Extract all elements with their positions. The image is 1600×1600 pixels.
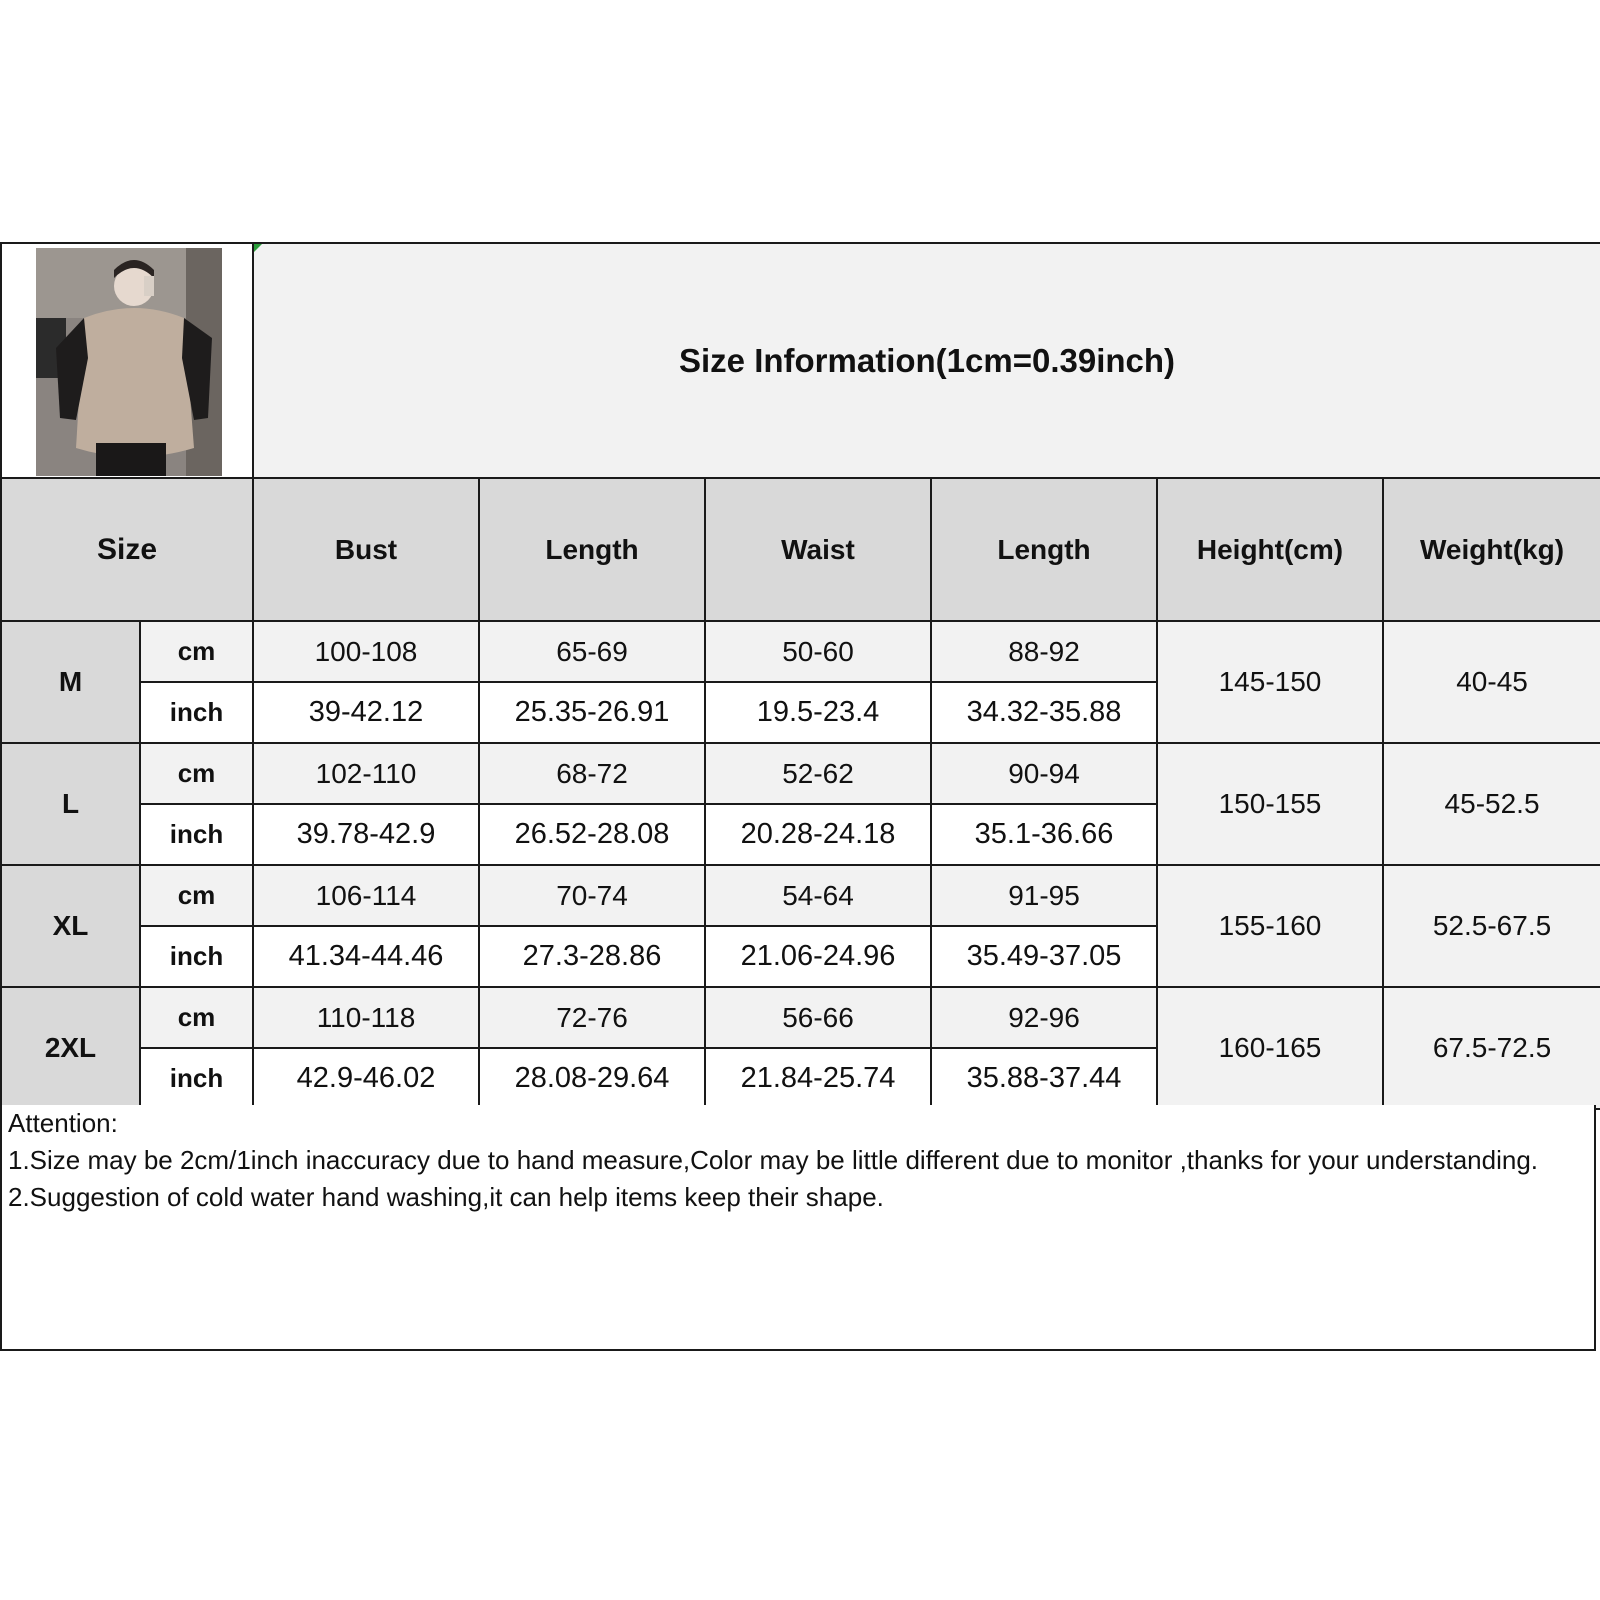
table-cell: 25.35-26.91: [479, 682, 705, 743]
product-photo-cell: [1, 243, 253, 478]
table-row: [1, 987, 1600, 1048]
size-chart: [0, 242, 1600, 1355]
unit-label: cm: [140, 987, 253, 1048]
title-text: Size Information(1cm=0.39inch): [679, 341, 1176, 379]
size-label: XL: [1, 865, 140, 987]
table-cell: 90-94: [931, 743, 1157, 804]
weight-cell: 40-45: [1383, 621, 1600, 743]
table-cell: 68-72: [479, 743, 705, 804]
unit-label: cm: [140, 621, 253, 682]
table-cell: 35.1-36.66: [931, 804, 1157, 865]
table-row: [1, 621, 1600, 682]
table-cell: 27.3-28.86: [479, 926, 705, 987]
header-height: Height(cm): [1157, 478, 1383, 621]
table-row: [1, 865, 1600, 926]
table-cell: 34.32-35.88: [931, 682, 1157, 743]
table-cell: 41.34-44.46: [253, 926, 479, 987]
header-length: Length: [479, 478, 705, 621]
header-waist: Waist: [705, 478, 931, 621]
size-table: [0, 242, 1600, 1110]
table-cell: 106-114: [253, 865, 479, 926]
header-length-2: Length: [931, 478, 1157, 621]
table-cell: 100-108: [253, 621, 479, 682]
size-label: 2XL: [1, 987, 140, 1109]
table-cell: 50-60: [705, 621, 931, 682]
table-cell: 42.9-46.02: [253, 1048, 479, 1109]
unit-label: cm: [140, 743, 253, 804]
notes-line-2: 2.Suggestion of cold water hand washing,it can help items keep their shape.: [8, 1182, 884, 1212]
product-photo: [36, 248, 222, 476]
table-cell: 19.5-23.4: [705, 682, 931, 743]
table-cell: 65-69: [479, 621, 705, 682]
table-cell: 54-64: [705, 865, 931, 926]
header-size: Size: [1, 478, 253, 621]
table-cell: 28.08-29.64: [479, 1048, 705, 1109]
unit-label: inch: [140, 926, 253, 987]
weight-cell: 45-52.5: [1383, 743, 1600, 865]
unit-label: inch: [140, 682, 253, 743]
table-cell: 39.78-42.9: [253, 804, 479, 865]
size-label: M: [1, 621, 140, 743]
header-weight: Weight(kg): [1383, 478, 1600, 621]
table-cell: 21.84-25.74: [705, 1048, 931, 1109]
height-cell: 145-150: [1157, 621, 1383, 743]
table-cell: 91-95: [931, 865, 1157, 926]
table-cell: 102-110: [253, 743, 479, 804]
table-cell: 21.06-24.96: [705, 926, 931, 987]
table-cell: 20.28-24.18: [705, 804, 931, 865]
page-title: [253, 243, 1600, 478]
height-cell: 155-160: [1157, 865, 1383, 987]
unit-label: cm: [140, 865, 253, 926]
notes-line-1: 1.Size may be 2cm/1inch inaccuracy due to hand measure,Color may be little different due to monitor ,thanks for your understanding.: [8, 1145, 1539, 1175]
cell-corner-marker: [254, 244, 262, 252]
table-row: [1, 743, 1600, 804]
size-label: L: [1, 743, 140, 865]
table-cell: 26.52-28.08: [479, 804, 705, 865]
table-cell: 88-92: [931, 621, 1157, 682]
unit-label: inch: [140, 1048, 253, 1109]
weight-cell: 67.5-72.5: [1383, 987, 1600, 1109]
header-bust: Bust: [253, 478, 479, 621]
table-cell: 52-62: [705, 743, 931, 804]
notes-heading: Attention:: [8, 1108, 118, 1138]
table-cell: 110-118: [253, 987, 479, 1048]
table-cell: 35.88-37.44: [931, 1048, 1157, 1109]
height-cell: 150-155: [1157, 743, 1383, 865]
table-cell: 70-74: [479, 865, 705, 926]
attention-notes: [0, 1105, 1596, 1351]
table-cell: 35.49-37.05: [931, 926, 1157, 987]
table-cell: 56-66: [705, 987, 931, 1048]
weight-cell: 52.5-67.5: [1383, 865, 1600, 987]
unit-label: inch: [140, 804, 253, 865]
table-cell: 92-96: [931, 987, 1157, 1048]
table-cell: 72-76: [479, 987, 705, 1048]
height-cell: 160-165: [1157, 987, 1383, 1109]
table-cell: 39-42.12: [253, 682, 479, 743]
